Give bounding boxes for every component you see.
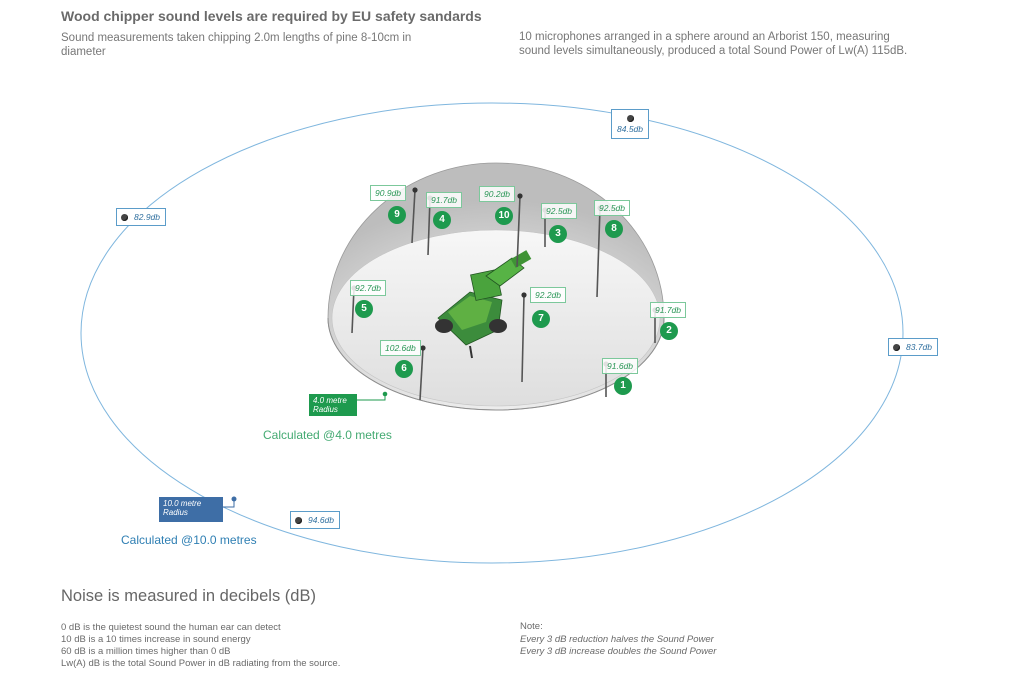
mic-8-reading: 92.5db [594, 200, 630, 216]
outer-mic-right: 83.7db [888, 338, 938, 356]
outer-mic-left: 82.9db [116, 208, 166, 226]
fact-item: 10 dB is a 10 times increase in sound energy [61, 634, 251, 645]
note-item: Every 3 dB increase doubles the Sound Power [520, 646, 717, 657]
fact-item: 60 dB is a million times higher than 0 dB [61, 646, 231, 657]
mic-2-number: 2 [660, 322, 678, 340]
mic-10-number: 10 [495, 207, 513, 225]
mic-6-number: 6 [395, 360, 413, 378]
mic-7-number: 7 [532, 310, 550, 328]
mic-2-reading: 91.7db [650, 302, 686, 318]
note-title: Note: [520, 621, 543, 632]
fact-item: 0 dB is the quietest sound the human ear can detect [61, 622, 281, 633]
mic-8-number: 8 [605, 220, 623, 238]
radius-10m-label: 10.0 metre Radius [159, 497, 223, 522]
mic-4-number: 4 [433, 211, 451, 229]
mic-9-reading: 90.9db [370, 185, 406, 201]
microphone-icon [627, 115, 634, 122]
info-title: Noise is measured in decibels (dB) [61, 587, 316, 605]
mic-1-number: 1 [614, 377, 632, 395]
mic-10-reading: 90.2db [479, 186, 515, 202]
radius-4m-label: 4.0 metre Radius [309, 394, 357, 416]
mic-5-reading: 92.7db [350, 280, 386, 296]
mic-3-number: 3 [549, 225, 567, 243]
mic-6-reading: 102.6db [380, 340, 421, 356]
note-item: Every 3 dB reduction halves the Sound Power [520, 634, 714, 645]
page-subtitle: Sound measurements taken chipping 2.0m lengths of pine 8-10cm in diameter [61, 32, 412, 58]
setup-description: 10 microphones arranged in a sphere around an Arborist 150, measuring sound levels simultaneously, produced a total Sound Power of Lw(A) 115dB. [519, 31, 908, 57]
microphone-icon [121, 214, 128, 221]
page-title: Wood chipper sound levels are required by EU safety sandards [61, 8, 482, 24]
mic-5-number: 5 [355, 300, 373, 318]
mic-7-reading: 92.2db [530, 287, 566, 303]
mic-3-reading: 92.5db [541, 203, 577, 219]
mic-4-reading: 91.7db [426, 192, 462, 208]
calc-4m-label: Calculated @4.0 metres [263, 428, 392, 442]
mic-1-reading: 91.6db [602, 358, 638, 374]
fact-item: Lw(A) dB is the total Sound Power in dB radiating from the source. [61, 658, 341, 669]
outer-mic-top: 84.5db [611, 109, 649, 139]
microphone-icon [295, 517, 302, 524]
outer-mic-bottom: 94.6db [290, 511, 340, 529]
mic-9-number: 9 [388, 206, 406, 224]
microphone-icon [893, 344, 900, 351]
calc-10m-label: Calculated @10.0 metres [121, 533, 257, 547]
